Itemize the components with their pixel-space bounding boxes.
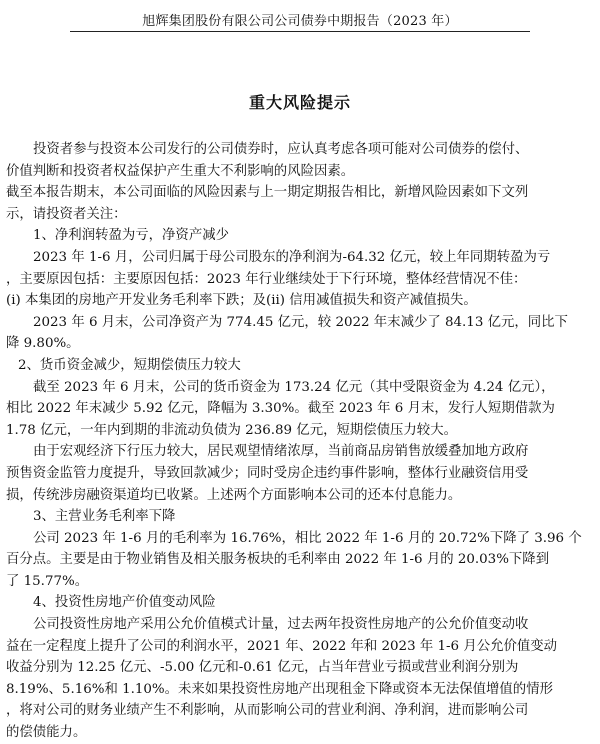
paragraph-line: 公司 2023 年 1-6 月的毛利率为 16.76%，相比 2022 年 1-6 月的 20.72%下降了 3.96 个: [33, 530, 582, 546]
paragraph-line: 的偿债能力。: [6, 725, 87, 741]
page-header: 旭辉集团股份有限公司公司债券中期报告（2023 年）: [142, 14, 458, 29]
paragraph-line: 价值判断和投资者权益保护产生重大不利影响的风险因素。: [6, 163, 355, 179]
paragraph-line: 由于宏观经济下行压力较大，居民观望情绪浓厚，当前商品房销售放缓叠加地方政府: [33, 444, 529, 460]
paragraph-line: 8.19%、5.16%和 1.10%。未来如果投资性房地产出现租金下降或资本无法保值增值的情形: [6, 681, 553, 697]
paragraph-line: 预售资金监管力度提升，导致回款减少；同时受房企违约事件影响，整体行业融资信用受: [6, 465, 529, 481]
paragraph-line: 益在一定程度上提升了公司的利润水平，2021 年、2022 年和 2023 年 1-6 月公允价值变动: [6, 638, 558, 654]
paragraph-line: 降 9.80%。: [6, 336, 80, 352]
paragraph-line: 2023 年 6 月末，公司净资产为 774.45 亿元，较 2022 年末减少了 84.13 亿元，同比下: [33, 314, 568, 330]
paragraph-line: 损，传统涉房融资渠道均已收紧。上述两个方面影响本公司的还本付息能力。: [6, 487, 462, 503]
paragraph-line: 了 15.77%。: [6, 573, 89, 589]
paragraph-line: 截至 2023 年 6 月末，公司的货币资金为 173.24 亿元（其中受限资金为 4.24 亿元），: [33, 379, 555, 395]
paragraph-line: ，主要原因包括：主要原因包括：2023 年行业继续处于下行环境，整体经营情况不佳：: [6, 271, 527, 287]
paragraph-line: 截至本报告期末，本公司面临的风险因素与上一期定期报告相比，新增风险因素如下文列: [6, 185, 529, 201]
paragraph-line: 相比 2022 年末减少 5.92 亿元，降幅为 3.30%。截至 2023 年 6 月末，发行人短期借款为: [6, 401, 555, 417]
subheading: 4、投资性房地产价值变动风险: [33, 595, 216, 611]
subheading: 2、货币资金减少，短期偿债压力较大: [18, 357, 241, 373]
section-title: 重大风险提示: [248, 93, 351, 112]
paragraph-line: 百分点。主要是由于物业销售及相关服务板块的毛利率由 2022 年 1-6 月的 20.03%下降到: [6, 552, 550, 568]
paragraph-line: 1.78 亿元，一年内到期的非流动负债为 236.89 亿元，短期偿债压力较大。: [6, 422, 457, 438]
paragraph-line: ，将对公司的财务业绩产生不利影响，从而影响公司的营业利润、净利润，进而影响公司: [6, 703, 529, 719]
paragraph-line: (i) 本集团的房地产开发业务毛利率下跌；及(ii) 信用减值损失和资产减值损失。: [6, 293, 477, 309]
paragraph-line: 投资者参与投资本公司发行的公司债券时，应认真考虑各项可能对公司债券的偿付、: [33, 142, 529, 157]
paragraph-line: 2023 年 1-6 月，公司归属于母公司股东的净利润为-64.32 亿元，较上年同期转盈为亏: [33, 249, 551, 265]
subheading: 3、主营业务毛利率下降: [33, 509, 176, 525]
paragraph-line: 公司投资性房地产采用公允价值模式计量，过去两年投资性房地产的公允价值变动收: [33, 617, 529, 633]
header-divider: [70, 31, 530, 32]
paragraph-line: 示，请投资者关注：: [6, 206, 127, 222]
subheading: 1、净利润转盈为亏，净资产减少: [33, 228, 229, 244]
risk-body: [6, 139, 594, 744]
paragraph-line: 收益分别为 12.25 亿元、-5.00 亿元和-0.61 亿元，占当年营业亏损或营业利润分别为: [6, 660, 519, 676]
